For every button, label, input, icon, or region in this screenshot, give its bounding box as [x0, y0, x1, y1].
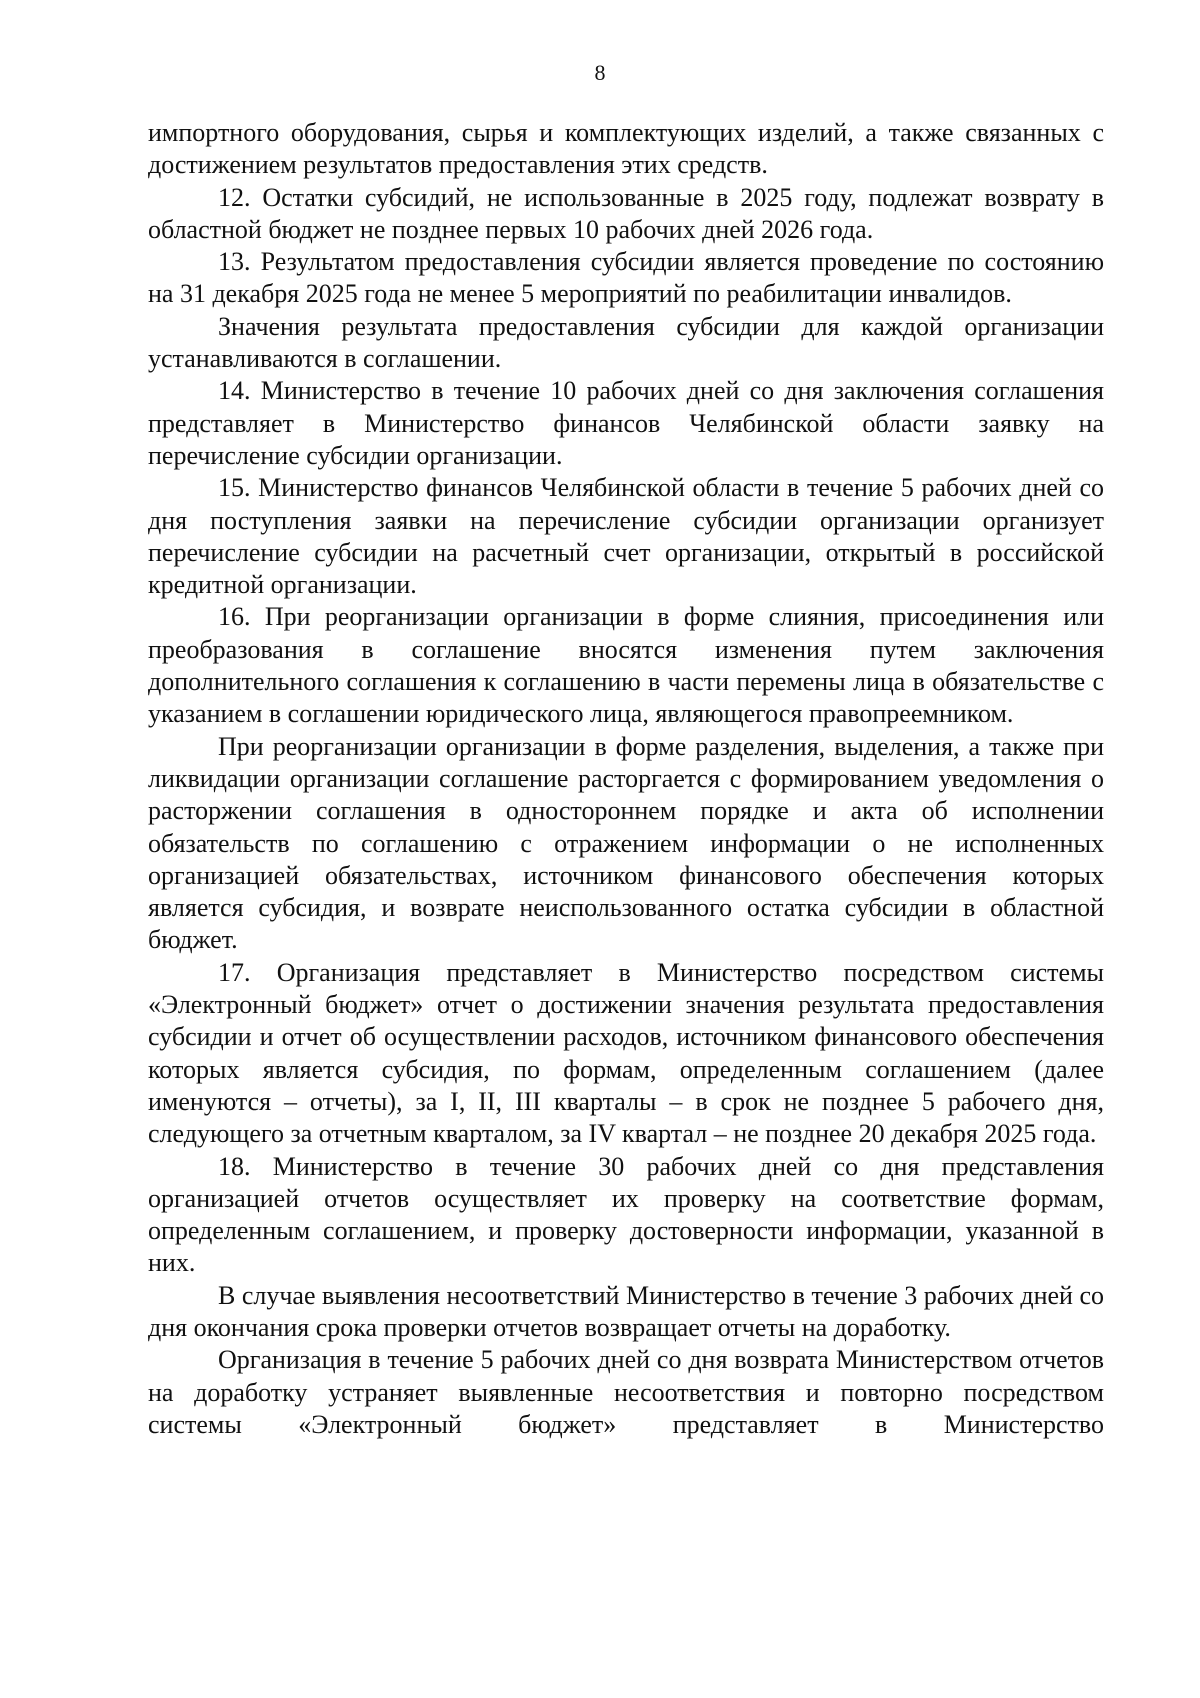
page-number: 8: [594, 60, 606, 85]
paragraph: 13. Результатом предоставления субсидии является проведение по состоянию на 31 декабря 2025 года не менее 5 мероприятий по реабилитации инвалидов.: [148, 247, 1104, 309]
document-body: [148, 117, 1104, 1441]
paragraph: 15. Министерство финансов Челябинской области в течение 5 рабочих дней со дня поступления заявки на перечисление субсидии организации организует перечисление субсидии на расчетный счет организации, открытый в российской кредитной организации.: [148, 473, 1104, 600]
paragraph: 18. Министерство в течение 30 рабочих дней со дня представления организацией отчетов осуществляет их проверку на соответствие формам, определенным соглашением, и проверку достоверности информации, указанной в них.: [148, 1151, 1104, 1278]
paragraph: Значения результата предоставления субсидии для каждой организации устанавливаются в соглашении.: [148, 311, 1104, 374]
paragraph: 14. Министерство в течение 10 рабочих дней со дня заключения соглашения представляет в Министерство финансов Челябинской области заявку на перечисление субсидии организации.: [148, 376, 1104, 470]
paragraph: В случае выявления несоответствий Министерство в течение 3 рабочих дней со дня окончания срока проверки отчетов возвращает отчеты на доработку.: [148, 1280, 1105, 1342]
paragraph: При реорганизации организации в форме разделения, выделения, а также при ликвидации организации соглашение расторгается с формированием уведомления о расторжении соглашения в одностороннем порядке и акта об исполнении обязательств по соглашению с отражением информации о не исполненных организацией обязательствах, источником финансового обеспечения которых является субсидия, и возврате неиспользованного остатка субсидии в областной бюджет.: [148, 731, 1104, 955]
paragraph: 17. Организация представляет в Министерство посредством системы «Электронный бюджет» отчет о достижении значения результата предоставления субсидии и отчет об осуществлении расходов, источником финансового обеспечения которых является субсидия, по формам, определенным соглашением (далее именуются – отчеты), за I, II, III кварталы – в срок не позднее 5 рабочего дня, следующего за отчетным кварталом, за IV квартал – не позднее 20 декабря 2025 года.: [148, 957, 1104, 1149]
paragraph: 12. Остатки субсидий, не использованные в 2025 году, подлежат возврату в областной бюджет не позднее первых 10 рабочих дней 2026 года.: [148, 182, 1104, 244]
paragraph: импортного оборудования, сырья и комплектующих изделий, а также связанных с достижением результатов предоставления этих средств.: [148, 118, 1104, 180]
paragraph: 16. При реорганизации организации в форме слияния, присоединения или преобразования в соглашение вносятся изменения путем заключения дополнительного соглашения к соглашению в части перемены лица в обязательстве с указанием в соглашении юридического лица, являющегося правопреемником.: [148, 602, 1104, 729]
paragraph: Организация в течение 5 рабочих дней со дня возврата Министерством отчетов на доработку устраняет выявленные несоответствия и повторно посредством системы «Электронный бюджет» представляет в Министерство: [148, 1345, 1104, 1439]
